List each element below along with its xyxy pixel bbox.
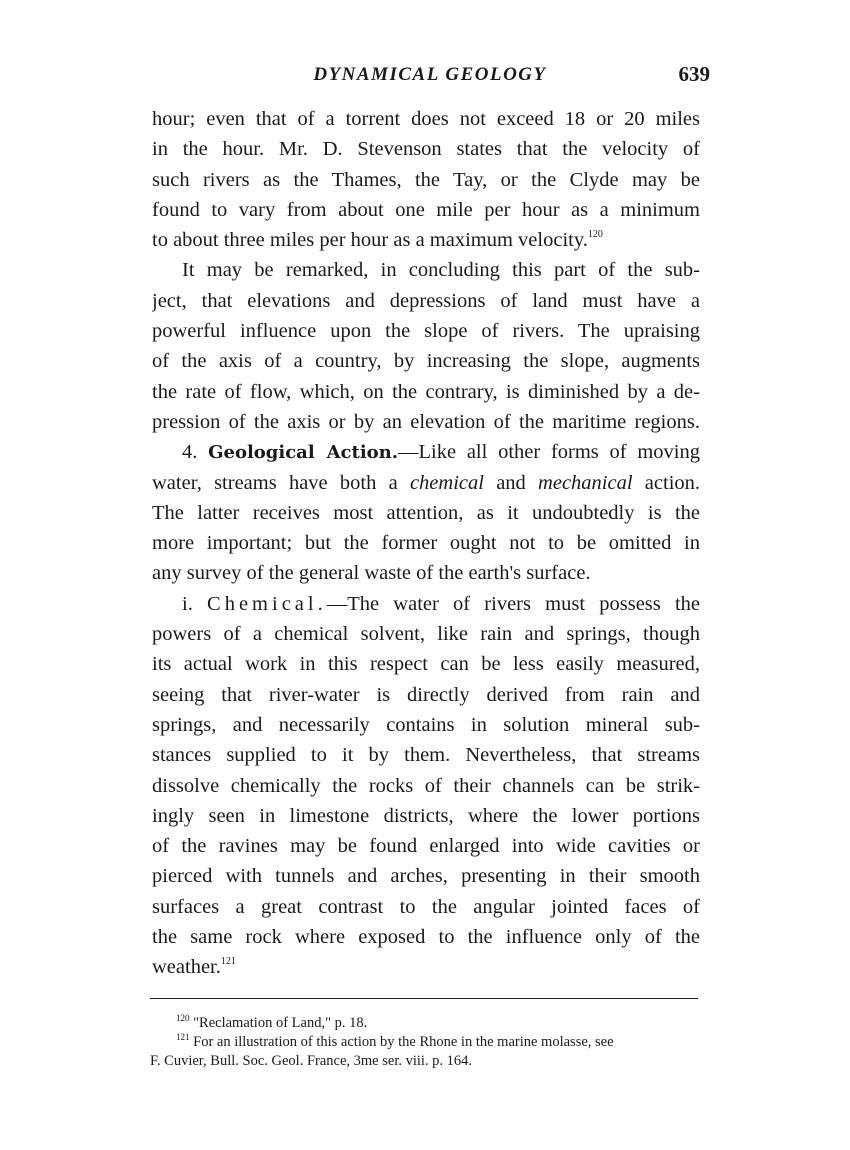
text-line: in the hour. Mr. D. Stevenson states that the velocity of <box>152 138 700 161</box>
footnotes <box>150 1014 700 1071</box>
footnote-divider <box>150 998 698 999</box>
text-line: ject, that elevations and depressions of land must have a <box>152 289 700 312</box>
text-line <box>152 589 700 619</box>
subsection-heading: Chemical. <box>207 592 327 615</box>
text-line <box>152 437 700 467</box>
text-line: such rivers as the Thames, the Tay, or the Clyde may be <box>152 168 700 191</box>
text-span: to about three miles per hour as a maximum velocity. <box>152 229 588 252</box>
text-line: It may be remarked, in concluding this part of the sub- <box>182 259 700 282</box>
section-number: 4. <box>182 441 198 464</box>
text-line: surfaces a great contrast to the angular jointed faces of <box>152 895 700 918</box>
text-line: powers of a chemical solvent, like rain and springs, though <box>152 623 700 646</box>
footnote-text: "Reclamation of Land," p. 18. <box>193 1015 368 1031</box>
text-line: stances supplied to it by them. Nevertheless, that streams <box>152 744 700 767</box>
text-span: water, streams have both a <box>152 471 398 494</box>
subsection-number: i. <box>182 592 193 615</box>
text-line: The latter receives most attention, as it undoubtedly is the <box>152 501 700 524</box>
page-number: 639 <box>678 62 710 86</box>
footnote-ref-120: 120 <box>587 229 603 241</box>
text-line: pierced with tunnels and arches, presenting in their smooth <box>152 865 700 888</box>
text-span: —The water of rivers must possess the <box>326 592 700 615</box>
text-line: ingly seen in limestone districts, where the lower portions <box>152 804 700 827</box>
text-line <box>152 225 700 255</box>
footnote-120 <box>150 1014 700 1033</box>
italic-term: chemical <box>409 471 484 494</box>
text-span: —Like all other forms of moving <box>398 441 700 464</box>
text-line: powerful influence upon the slope of rivers. The upraising <box>152 320 700 343</box>
text-line: seeing that river-water is directly derived from rain and <box>152 683 700 706</box>
footnote-ref-121: 121 <box>220 956 236 968</box>
text-line: its actual work in this respect can be less easily measured, <box>152 653 700 676</box>
text-line: pression of the axis or by an elevation of the maritime regions. <box>152 410 700 433</box>
text-line: more important; but the former ought not to be omitted in <box>152 532 700 555</box>
text-line: of the ravines may be found enlarged into wide cavities or <box>152 835 700 858</box>
body-text <box>152 104 700 983</box>
text-line: of the axis of a country, by increasing the slope, augments <box>152 350 700 373</box>
text-line: hour; even that of a torrent does not exceed 18 or 20 miles <box>152 108 700 130</box>
text-line: the same rock where exposed to the influence only of the <box>152 926 700 949</box>
text-line: the rate of flow, which, on the contrary, is diminished by a de- <box>152 380 700 403</box>
text-span: action. <box>644 471 700 494</box>
text-line: dissolve chemically the rocks of their channels can be strik- <box>152 774 700 797</box>
footnote-continuation: F. Cuvier, Bull. Soc. Geol. France, 3me ser. viii. p. 164. <box>150 1053 473 1069</box>
section-heading: Geological Action. <box>208 442 399 464</box>
text-line: springs, and necessarily contains in solution mineral sub- <box>152 713 700 736</box>
text-span: and <box>496 471 526 494</box>
text-line <box>152 952 700 982</box>
footnote-121 <box>150 1033 700 1052</box>
footnote-number: 121 <box>176 1032 190 1042</box>
footnote-text: For an illustration of this action by the Rhone in the marine molasse, see <box>193 1034 614 1050</box>
text-line <box>152 468 700 498</box>
running-head <box>150 62 710 92</box>
footnote-number: 120 <box>176 1013 190 1023</box>
text-line: any survey of the general waste of the earth's surface. <box>152 562 591 585</box>
text-span: weather. <box>152 956 221 979</box>
text-line: found to vary from about one mile per hour as a minimum <box>152 198 700 221</box>
running-title: DYNAMICAL GEOLOGY <box>313 64 547 85</box>
italic-term: mechanical <box>538 471 633 494</box>
